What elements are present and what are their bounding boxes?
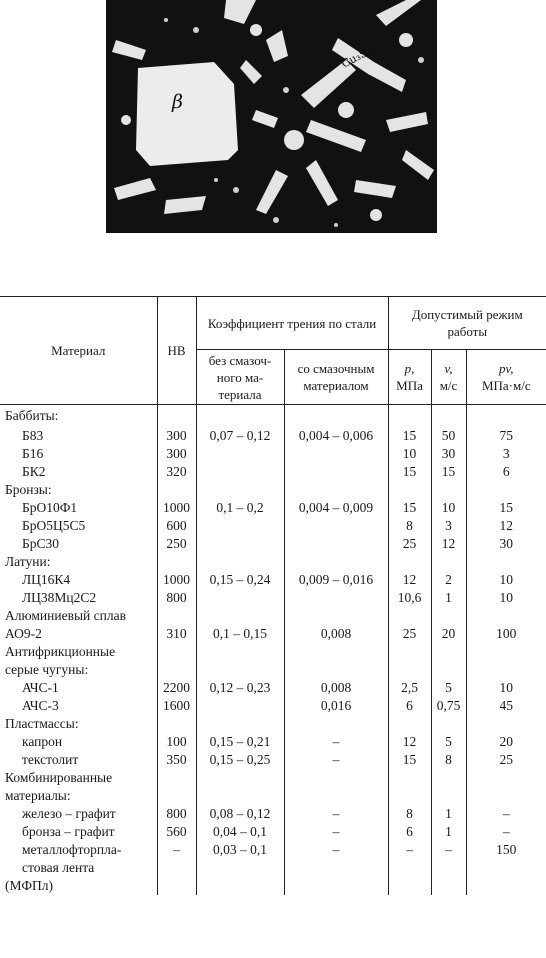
cell-dry bbox=[196, 697, 284, 715]
cell-material: Пластмассы: bbox=[0, 715, 157, 733]
cell-dry: 0,08 – 0,12 bbox=[196, 805, 284, 823]
cell-dry bbox=[196, 769, 284, 787]
cell-lub: – bbox=[284, 805, 388, 823]
cell-hb: 1000 bbox=[157, 571, 196, 589]
table-row bbox=[0, 877, 546, 895]
cell-hb: 800 bbox=[157, 805, 196, 823]
header-material: Материал bbox=[0, 297, 157, 405]
cell-dry bbox=[196, 661, 284, 679]
cell-material: Латуни: bbox=[0, 553, 157, 571]
cell-pv bbox=[466, 859, 546, 877]
cell-hb: 100 bbox=[157, 733, 196, 751]
cell-lub bbox=[284, 661, 388, 679]
cell-lub bbox=[284, 517, 388, 535]
cell-material: БрО10Ф1 bbox=[0, 499, 157, 517]
cell-lub: – bbox=[284, 841, 388, 859]
cell-hb: 350 bbox=[157, 751, 196, 769]
cell-dry: 0,15 – 0,24 bbox=[196, 571, 284, 589]
cell-pv bbox=[466, 715, 546, 733]
cell-v bbox=[431, 553, 466, 571]
cell-pv: – bbox=[502, 805, 510, 821]
cell-pv: 20 bbox=[499, 733, 514, 749]
header-pv-symbol: pv, bbox=[498, 361, 514, 376]
table-row bbox=[0, 517, 546, 535]
cell-material: АЧС-1 bbox=[0, 679, 157, 697]
cell-v: 10 bbox=[431, 499, 466, 517]
cell-material: железо – графит bbox=[0, 805, 157, 823]
cell-material: БрС30 bbox=[0, 535, 157, 553]
header-v-symbol: v, bbox=[444, 361, 453, 376]
table-row bbox=[0, 787, 546, 805]
cell-material: (МФПл) bbox=[0, 877, 157, 895]
cell-material: АО9-2 bbox=[0, 625, 157, 643]
cell-lub bbox=[284, 405, 388, 427]
cell-v: 8 bbox=[431, 751, 466, 769]
header-v-unit: м/с bbox=[439, 378, 458, 393]
beta-label: β bbox=[172, 91, 183, 113]
cell-dry bbox=[196, 517, 284, 535]
cell-dry bbox=[196, 589, 284, 607]
cell-material: Б83 bbox=[0, 427, 157, 445]
cell-p: 15 bbox=[388, 427, 431, 445]
cell-lub bbox=[284, 859, 388, 877]
cell-dry bbox=[196, 535, 284, 553]
cell-lub bbox=[284, 553, 388, 571]
cell-pv: 25 bbox=[499, 751, 514, 767]
cell-pv: 15 bbox=[499, 499, 514, 515]
cell-hb bbox=[157, 481, 196, 499]
table-row bbox=[0, 733, 546, 751]
cell-p: 12 bbox=[388, 571, 431, 589]
table-row bbox=[0, 643, 546, 661]
cell-hb: 300 bbox=[157, 427, 196, 445]
cell-hb: 560 bbox=[157, 823, 196, 841]
cell-pv: – bbox=[502, 823, 510, 839]
cell-pv bbox=[466, 787, 546, 805]
cell-p: 15 bbox=[388, 751, 431, 769]
cell-material: Алюминиевый сплав bbox=[0, 607, 157, 625]
cell-dry bbox=[196, 643, 284, 661]
cell-lub: – bbox=[284, 751, 388, 769]
cell-p: 10 bbox=[388, 445, 431, 463]
header-hb: НВ bbox=[157, 297, 196, 405]
cell-dry: 0,07 – 0,12 bbox=[196, 427, 284, 445]
cell-lub: 0,009 – 0,016 bbox=[284, 571, 388, 589]
cell-v bbox=[431, 787, 466, 805]
cell-material: АЧС-3 bbox=[0, 697, 157, 715]
cell-material: Б16 bbox=[0, 445, 157, 463]
cell-pv bbox=[466, 481, 546, 499]
cell-v: 30 bbox=[431, 445, 466, 463]
cell-dry bbox=[196, 607, 284, 625]
cell-dry bbox=[196, 553, 284, 571]
cell-material: бронза – графит bbox=[0, 823, 157, 841]
table-row bbox=[0, 823, 546, 841]
cell-v bbox=[431, 769, 466, 787]
cell-p: 10,6 bbox=[388, 589, 431, 607]
cell-pv: 100 bbox=[496, 625, 517, 641]
header-friction: Коэффициент трения по стали bbox=[196, 297, 388, 350]
cell-lub: 0,004 – 0,006 bbox=[284, 427, 388, 445]
cell-lub: – bbox=[284, 733, 388, 751]
cell-p: 25 bbox=[388, 625, 431, 643]
cell-dry: 0,04 – 0,1 bbox=[196, 823, 284, 841]
table-body bbox=[0, 405, 546, 895]
cell-material: стовая лента bbox=[0, 859, 157, 877]
cell-dry bbox=[196, 877, 284, 895]
cell-hb bbox=[157, 553, 196, 571]
cell-hb bbox=[157, 643, 196, 661]
table-row bbox=[0, 571, 546, 589]
cell-lub: 0,008 bbox=[284, 625, 388, 643]
cell-p bbox=[388, 643, 431, 661]
cell-pv bbox=[466, 607, 546, 625]
cell-pv: 75 bbox=[499, 427, 514, 443]
cell-p bbox=[388, 553, 431, 571]
cell-p bbox=[388, 859, 431, 877]
cell-material: ЛЦ38Мц2С2 bbox=[0, 589, 157, 607]
cell-material: Комбинированные bbox=[0, 769, 157, 787]
cell-v bbox=[431, 877, 466, 895]
cell-p: 6 bbox=[388, 823, 431, 841]
header-regime: Допустимый режим работы bbox=[388, 297, 546, 350]
cell-hb bbox=[157, 405, 196, 427]
cell-hb: 320 bbox=[157, 463, 196, 481]
cell-material: ЛЦ16К4 bbox=[0, 571, 157, 589]
cell-lub bbox=[284, 481, 388, 499]
cell-p: 2,5 bbox=[388, 679, 431, 697]
table-row bbox=[0, 553, 546, 571]
cell-v: – bbox=[431, 841, 466, 859]
bearing-materials-table bbox=[0, 296, 546, 958]
table-row bbox=[0, 589, 546, 607]
cell-material: Бронзы: bbox=[0, 481, 157, 499]
cell-pv bbox=[466, 661, 546, 679]
cell-pv: 12 bbox=[499, 517, 514, 533]
header-friction-lub: со смазочным материалом bbox=[284, 350, 388, 405]
header-pv-unit: МПа·м/с bbox=[481, 378, 531, 393]
table-row bbox=[0, 769, 546, 787]
table-row bbox=[0, 535, 546, 553]
cell-hb: 1000 bbox=[157, 499, 196, 517]
cell-p bbox=[388, 715, 431, 733]
cell-dry: 0,1 – 0,2 bbox=[196, 499, 284, 517]
table-row bbox=[0, 805, 546, 823]
header-p-symbol: p, bbox=[404, 361, 415, 376]
cell-dry bbox=[196, 859, 284, 877]
cell-hb bbox=[157, 787, 196, 805]
table-row bbox=[0, 405, 546, 427]
cell-p: 25 bbox=[388, 535, 431, 553]
cell-p: 12 bbox=[388, 733, 431, 751]
table-row bbox=[0, 661, 546, 679]
cell-p bbox=[388, 787, 431, 805]
cell-p: 15 bbox=[388, 463, 431, 481]
cell-dry bbox=[196, 463, 284, 481]
cell-dry: 0,1 – 0,15 bbox=[196, 625, 284, 643]
cell-v bbox=[431, 715, 466, 733]
cell-pv: 10 bbox=[499, 679, 514, 695]
cell-hb bbox=[157, 859, 196, 877]
table-row bbox=[0, 607, 546, 625]
cell-material: материалы: bbox=[0, 787, 157, 805]
cell-v: 3 bbox=[431, 517, 466, 535]
cell-p bbox=[388, 405, 431, 427]
table-row bbox=[0, 679, 546, 697]
cell-material: Антифрикционные bbox=[0, 643, 157, 661]
cell-dry bbox=[196, 445, 284, 463]
cell-dry: 0,15 – 0,21 bbox=[196, 733, 284, 751]
cu3sn-label: Cu₃Sn bbox=[339, 42, 376, 71]
cell-v: 1 bbox=[431, 805, 466, 823]
table-row bbox=[0, 841, 546, 859]
cell-lub bbox=[284, 607, 388, 625]
cell-v bbox=[431, 643, 466, 661]
header-friction-dry: без смазоч-ного ма-териала bbox=[196, 350, 284, 405]
table-row bbox=[0, 697, 546, 715]
cell-lub: 0,004 – 0,009 bbox=[284, 499, 388, 517]
cell-hb bbox=[157, 877, 196, 895]
cell-p bbox=[388, 481, 431, 499]
cell-lub: – bbox=[284, 823, 388, 841]
cell-material: текстолит bbox=[0, 751, 157, 769]
cell-material: БрО5Ц5С5 bbox=[0, 517, 157, 535]
cell-lub bbox=[284, 769, 388, 787]
cell-p bbox=[388, 769, 431, 787]
table-row bbox=[0, 499, 546, 517]
cell-hb: 1600 bbox=[157, 697, 196, 715]
cell-dry: 0,15 – 0,25 bbox=[196, 751, 284, 769]
header-v bbox=[431, 350, 466, 405]
cell-pv bbox=[466, 877, 546, 895]
cell-pv: 10 bbox=[499, 589, 514, 605]
table-row bbox=[0, 859, 546, 877]
cell-p: – bbox=[388, 841, 431, 859]
cell-hb: – bbox=[157, 841, 196, 859]
cell-pv: 150 bbox=[496, 841, 517, 857]
cell-material: металлофторпла- bbox=[0, 841, 157, 859]
cell-v: 5 bbox=[431, 679, 466, 697]
cell-v bbox=[431, 661, 466, 679]
cell-dry bbox=[196, 787, 284, 805]
cell-p: 8 bbox=[388, 517, 431, 535]
cell-hb bbox=[157, 769, 196, 787]
cell-hb bbox=[157, 715, 196, 733]
cell-v bbox=[431, 405, 466, 427]
cell-hb: 600 bbox=[157, 517, 196, 535]
cell-hb: 250 bbox=[157, 535, 196, 553]
cell-p: 15 bbox=[388, 499, 431, 517]
cell-hb: 800 bbox=[157, 589, 196, 607]
cell-p bbox=[388, 877, 431, 895]
cell-lub: 0,016 bbox=[284, 697, 388, 715]
cell-p: 6 bbox=[388, 697, 431, 715]
cell-dry bbox=[196, 715, 284, 733]
cell-dry bbox=[196, 481, 284, 499]
cell-pv: 3 bbox=[502, 445, 510, 461]
cell-material: БК2 bbox=[0, 463, 157, 481]
cell-pv bbox=[466, 769, 546, 787]
header-p bbox=[388, 350, 431, 405]
cell-p: 8 bbox=[388, 805, 431, 823]
cell-v: 1 bbox=[431, 823, 466, 841]
cell-hb: 2200 bbox=[157, 679, 196, 697]
cell-lub bbox=[284, 589, 388, 607]
cell-pv: 10 bbox=[499, 571, 514, 587]
cell-v: 2 bbox=[431, 571, 466, 589]
cell-pv: 45 bbox=[499, 697, 514, 713]
table-row bbox=[0, 445, 546, 463]
table-row bbox=[0, 751, 546, 769]
microstructure-image bbox=[106, 0, 437, 233]
cell-material: капрон bbox=[0, 733, 157, 751]
cell-lub bbox=[284, 877, 388, 895]
table-row bbox=[0, 427, 546, 445]
cell-dry: 0,12 – 0,23 bbox=[196, 679, 284, 697]
header-p-unit: МПа bbox=[396, 378, 423, 393]
cell-v: 15 bbox=[431, 463, 466, 481]
cell-pv: 6 bbox=[502, 463, 510, 479]
cell-pv: 30 bbox=[499, 535, 514, 551]
cell-pv bbox=[466, 643, 546, 661]
cell-v bbox=[431, 859, 466, 877]
cell-p bbox=[388, 661, 431, 679]
cell-v: 1 bbox=[431, 589, 466, 607]
table-row bbox=[0, 625, 546, 643]
cell-v bbox=[431, 481, 466, 499]
table-row bbox=[0, 463, 546, 481]
cell-v: 0,75 bbox=[431, 697, 466, 715]
cell-hb: 310 bbox=[157, 625, 196, 643]
cell-pv bbox=[466, 553, 546, 571]
cell-dry: 0,03 – 0,1 bbox=[196, 841, 284, 859]
header-pv bbox=[466, 350, 546, 405]
cell-lub bbox=[284, 715, 388, 733]
cell-dry bbox=[196, 405, 284, 427]
cell-lub bbox=[284, 445, 388, 463]
cell-p bbox=[388, 607, 431, 625]
cell-lub bbox=[284, 787, 388, 805]
cell-lub bbox=[284, 643, 388, 661]
cell-v: 12 bbox=[431, 535, 466, 553]
cell-lub bbox=[284, 463, 388, 481]
cell-v: 20 bbox=[431, 625, 466, 643]
table-row bbox=[0, 481, 546, 499]
cell-material: Баббиты: bbox=[0, 405, 157, 427]
cell-material: серые чугуны: bbox=[0, 661, 157, 679]
cell-v bbox=[431, 607, 466, 625]
cell-hb: 300 bbox=[157, 445, 196, 463]
cell-pv bbox=[466, 405, 546, 427]
cell-v: 5 bbox=[431, 733, 466, 751]
cell-lub: 0,008 bbox=[284, 679, 388, 697]
table-row bbox=[0, 715, 546, 733]
cell-hb bbox=[157, 607, 196, 625]
cell-hb bbox=[157, 661, 196, 679]
cell-v: 50 bbox=[431, 427, 466, 445]
cell-lub bbox=[284, 535, 388, 553]
